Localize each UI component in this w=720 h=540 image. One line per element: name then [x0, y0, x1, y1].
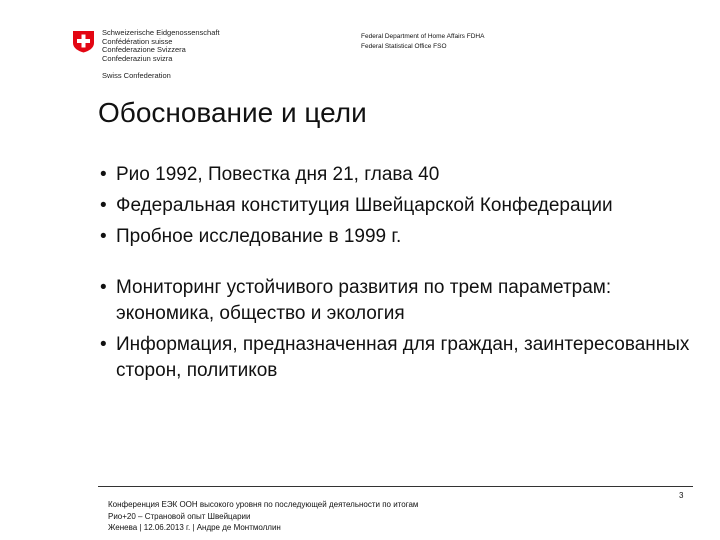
- bullet-marker: •: [100, 164, 107, 185]
- office-name: Federal Statistical Office FSO: [361, 43, 447, 50]
- bullet-text: Пробное исследование в 1999 г.: [116, 226, 402, 247]
- bullet-marker: •: [100, 277, 107, 298]
- bullet-text: Информация, предназначенная для граждан, заинтересованных сторон, политиков: [116, 334, 690, 381]
- confederation-line-rm: Confederaziun svizra: [102, 53, 173, 63]
- bullet-text: Федеральная конституция Швейцарской Конфедерации: [116, 195, 613, 216]
- bullet-list: [100, 162, 700, 389]
- footer-line-2: Рио+20 – Страновой опыт Швейцарии: [108, 511, 251, 521]
- footer-line-3: Женева | 12.06.2013 г. | Андре де Монтмоллин: [108, 523, 281, 532]
- department-block: [361, 32, 484, 52]
- confederation-line-de: Schweizerische Eidgenossenschaft: [102, 28, 220, 37]
- cross-horizontal: [77, 39, 90, 43]
- bullet-item: [100, 332, 700, 384]
- confederation-line-en: Swiss Confederation: [102, 71, 171, 81]
- slide-title: Обоснование и цели: [98, 97, 367, 128]
- bullet-item: [100, 224, 700, 250]
- confederation-block: [102, 29, 220, 81]
- bullet-item: [100, 162, 700, 188]
- bullet-marker: •: [100, 226, 107, 247]
- footer-line-1: Конференция ЕЭК ООН высокого уровня по последующей деятельности по итогам: [108, 500, 419, 509]
- department-name: Federal Department of Home Affairs FDHA: [361, 33, 485, 40]
- footer-divider: [98, 486, 693, 487]
- swiss-cross-shield-icon: [72, 30, 95, 53]
- bullet-item: [100, 193, 700, 219]
- bullet-item: [100, 275, 700, 327]
- bullet-marker: •: [100, 195, 107, 216]
- confederation-line-fr: Confédération suisse: [102, 36, 173, 46]
- footer-text: [108, 499, 418, 534]
- bullet-marker: •: [100, 334, 107, 355]
- page-number: 3: [679, 491, 684, 500]
- confederation-line-it: Confederazione Svizzera: [102, 45, 186, 55]
- bullet-text: Мониторинг устойчивого развития по трем параметрам: экономика, общество и экология: [116, 277, 612, 324]
- bullet-text: Рио 1992, Повестка дня 21, глава 40: [116, 164, 440, 185]
